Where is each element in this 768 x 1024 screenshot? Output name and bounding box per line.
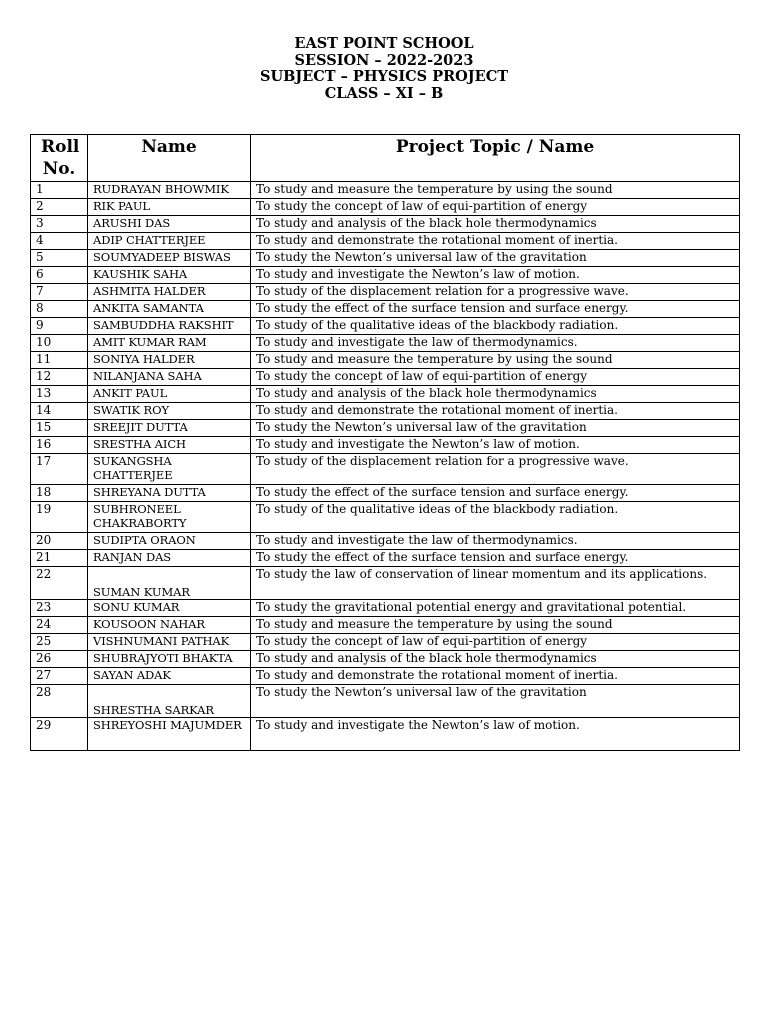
row-project-topic: To study the law of conservation of linear momentum and its applications.: [251, 567, 740, 600]
table-row: [31, 267, 740, 284]
row-student-name: SUBHRONEEL CHAKRABORTY: [88, 502, 251, 533]
row-project-topic: To study of the displacement relation for a progressive wave.: [251, 454, 740, 485]
row-roll-number: 5: [31, 250, 88, 267]
row-roll-number: 4: [31, 233, 88, 250]
row-roll-number: 10: [31, 335, 88, 352]
row-roll-number: 23: [31, 600, 88, 617]
row-project-topic: To study and analysis of the black hole thermodynamics: [251, 216, 740, 233]
row-student-name: SHUBRAJYOTI BHAKTA: [88, 651, 251, 668]
table-row: [31, 550, 740, 567]
table-row: [31, 502, 740, 533]
row-student-name: SONIYA HALDER: [88, 352, 251, 369]
row-student-name: AMIT KUMAR RAM: [88, 335, 251, 352]
row-project-topic: To study and investigate the Newton’s law of motion.: [251, 718, 740, 751]
row-roll-number: 1: [31, 182, 88, 199]
row-roll-number: 25: [31, 634, 88, 651]
session-line: SESSION – 2022-2023: [294, 51, 474, 69]
row-student-name: SRESTHA AICH: [88, 437, 251, 454]
table-row: [31, 420, 740, 437]
row-roll-number: 21: [31, 550, 88, 567]
row-roll-number: 22: [31, 567, 88, 600]
class-line: CLASS – XI – B: [324, 84, 444, 102]
row-student-name: NILANJANA SAHA: [88, 369, 251, 386]
table-row: [31, 386, 740, 403]
row-student-name: RANJAN DAS: [88, 550, 251, 567]
row-project-topic: To study and investigate the law of thermodynamics.: [251, 533, 740, 550]
row-project-topic: To study of the displacement relation for a progressive wave.: [251, 284, 740, 301]
row-student-name: VISHNUMANI PATHAK: [88, 634, 251, 651]
table-row: [31, 216, 740, 233]
row-project-topic: To study and analysis of the black hole thermodynamics: [251, 651, 740, 668]
column-header-roll: Roll No.: [31, 135, 88, 182]
row-roll-number: 12: [31, 369, 88, 386]
row-roll-number: 20: [31, 533, 88, 550]
table-row: [31, 600, 740, 617]
row-project-topic: To study the effect of the surface tension and surface energy.: [251, 301, 740, 318]
row-roll-number: 19: [31, 502, 88, 533]
table-row: [31, 335, 740, 352]
row-student-name: SOUMYADEEP BISWAS: [88, 250, 251, 267]
row-project-topic: To study the Newton’s universal law of the gravitation: [251, 685, 740, 718]
table-row: [31, 668, 740, 685]
row-student-name: KOUSOON NAHAR: [88, 617, 251, 634]
table-row: [31, 533, 740, 550]
column-header-topic: Project Topic / Name: [251, 135, 740, 182]
table-row: [31, 718, 740, 751]
row-roll-number: 16: [31, 437, 88, 454]
table-row: [31, 651, 740, 668]
table-row: [31, 437, 740, 454]
row-student-name: ADIP CHATTERJEE: [88, 233, 251, 250]
row-roll-number: 7: [31, 284, 88, 301]
row-student-name: SAYAN ADAK: [88, 668, 251, 685]
table-row: [31, 284, 740, 301]
subject-line: SUBJECT – PHYSICS PROJECT: [259, 68, 509, 85]
row-project-topic: To study the gravitational potential energy and gravitational potential.: [251, 600, 740, 617]
row-roll-number: 14: [31, 403, 88, 420]
row-roll-number: 24: [31, 617, 88, 634]
row-roll-number: 11: [31, 352, 88, 369]
school-name: EAST POINT SCHOOL: [294, 35, 474, 52]
table-header-row: [31, 135, 740, 182]
row-student-name: ARUSHI DAS: [88, 216, 251, 233]
table-row: [31, 199, 740, 216]
row-roll-number: 2: [31, 199, 88, 216]
row-student-name: SHRESTHA SARKAR: [88, 685, 251, 718]
row-project-topic: To study and demonstrate the rotational moment of inertia.: [251, 403, 740, 420]
table-row: [31, 318, 740, 335]
row-roll-number: 9: [31, 318, 88, 335]
row-student-name: SUDIPTA ORAON: [88, 533, 251, 550]
row-project-topic: To study and investigate the law of thermodynamics.: [251, 335, 740, 352]
table-row: [31, 567, 740, 600]
row-student-name: KAUSHIK SAHA: [88, 267, 251, 284]
row-roll-number: 13: [31, 386, 88, 403]
row-project-topic: To study and analysis of the black hole thermodynamics: [251, 386, 740, 403]
project-table: [30, 134, 740, 751]
row-project-topic: To study the concept of law of equi-partition of energy: [251, 199, 740, 216]
row-student-name: RUDRAYAN BHOWMIK: [88, 182, 251, 199]
row-project-topic: To study of the qualitative ideas of the blackbody radiation.: [251, 502, 740, 533]
row-project-topic: To study the Newton’s universal law of the gravitation: [251, 420, 740, 437]
row-project-topic: To study and measure the temperature by using the sound: [251, 617, 740, 634]
row-project-topic: To study and investigate the Newton’s law of motion.: [251, 267, 740, 284]
row-roll-number: 29: [31, 718, 88, 751]
row-roll-number: 15: [31, 420, 88, 437]
table-row: [31, 182, 740, 199]
row-project-topic: To study and investigate the Newton’s law of motion.: [251, 437, 740, 454]
row-project-topic: To study and measure the temperature by using the sound: [251, 352, 740, 369]
row-student-name: ANKITA SAMANTA: [88, 301, 251, 318]
row-project-topic: To study the Newton’s universal law of the gravitation: [251, 250, 740, 267]
row-project-topic: To study the effect of the surface tension and surface energy.: [251, 550, 740, 567]
table-row: [31, 403, 740, 420]
table-row: [31, 250, 740, 267]
row-project-topic: To study the effect of the surface tension and surface energy.: [251, 485, 740, 502]
document-header: [0, 36, 768, 102]
row-roll-number: 26: [31, 651, 88, 668]
table-row: [31, 301, 740, 318]
table-row: [31, 485, 740, 502]
row-roll-number: 27: [31, 668, 88, 685]
table-row: [31, 634, 740, 651]
row-student-name: ANKIT PAUL: [88, 386, 251, 403]
row-roll-number: 3: [31, 216, 88, 233]
row-roll-number: 18: [31, 485, 88, 502]
row-student-name: RIK PAUL: [88, 199, 251, 216]
row-roll-number: 17: [31, 454, 88, 485]
row-roll-number: 28: [31, 685, 88, 718]
row-roll-number: 6: [31, 267, 88, 284]
table-row: [31, 617, 740, 634]
table-body: [31, 182, 740, 751]
row-student-name: SUMAN KUMAR: [88, 567, 251, 600]
row-student-name: SREEJIT DUTTA: [88, 420, 251, 437]
table-row: [31, 233, 740, 250]
row-student-name: SWATIK ROY: [88, 403, 251, 420]
row-student-name: SHREYOSHI MAJUMDER: [88, 718, 251, 751]
row-project-topic: To study the concept of law of equi-partition of energy: [251, 369, 740, 386]
row-project-topic: To study and demonstrate the rotational moment of inertia.: [251, 668, 740, 685]
row-student-name: SAMBUDDHA RAKSHIT: [88, 318, 251, 335]
row-student-name: SUKANGSHA CHATTERJEE: [88, 454, 251, 485]
row-project-topic: To study and measure the temperature by using the sound: [251, 182, 740, 199]
row-project-topic: To study the concept of law of equi-partition of energy: [251, 634, 740, 651]
row-student-name: SHREYANA DUTTA: [88, 485, 251, 502]
row-student-name: ASHMITA HALDER: [88, 284, 251, 301]
row-roll-number: 8: [31, 301, 88, 318]
column-header-name: Name: [88, 135, 251, 182]
table-row: [31, 369, 740, 386]
table-row: [31, 454, 740, 485]
table-row: [31, 352, 740, 369]
row-project-topic: To study and demonstrate the rotational moment of inertia.: [251, 233, 740, 250]
row-student-name: SONU KUMAR: [88, 600, 251, 617]
row-project-topic: To study of the qualitative ideas of the blackbody radiation.: [251, 318, 740, 335]
table-row: [31, 685, 740, 718]
